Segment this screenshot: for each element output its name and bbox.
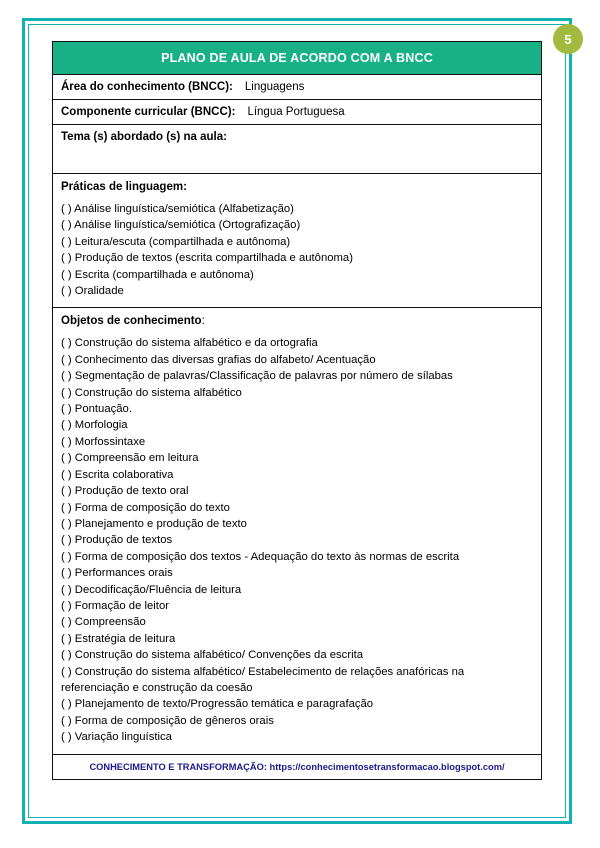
list-item[interactable]: ( ) Construção do sistema alfabético [61,386,242,399]
field-value: Língua Portuguesa [247,106,345,118]
field-label: Área do conhecimento (BNCC): [61,81,233,93]
list-item[interactable]: ( ) Pontuação. [61,403,132,416]
list-item[interactable]: ( ) Segmentação de palavras/Classificação de palavras por número de sílabas [61,370,453,383]
section-objetos-de-conhecimento [52,308,542,754]
field-label: Componente curricular (BNCC): [61,106,236,118]
field-row-area-conhecimento [52,75,542,100]
list-item[interactable]: ( ) Planejamento e produção de texto [61,517,247,530]
section-heading-text: Objetos de conhecimento [61,315,202,328]
list-item[interactable]: ( ) Produção de textos [61,534,173,547]
page-title: PLANO DE AULA DE ACORDO COM A BNCC [52,41,542,75]
list-item[interactable]: ( ) Variação linguística [61,731,172,744]
list-item[interactable]: ( ) Estratégia de leitura [61,632,176,645]
section-heading-suffix: : [201,315,205,328]
list-item[interactable]: ( ) Escrita colaborativa [61,468,174,481]
section-praticas-de-linguagem [52,174,542,308]
footer-credit[interactable]: CONHECIMENTO E TRANSFORMAÇÃO: https://conhecimentosetransformacao.blogspot.com/ [52,755,542,780]
list-item[interactable]: ( ) Produção de texto oral [61,485,189,498]
list-item[interactable]: ( ) Forma de composição de gêneros orais [61,714,274,727]
list-item[interactable]: ( ) Conhecimento das diversas grafias do alfabeto/ Acentuação [61,353,376,366]
list-item[interactable]: ( ) Morfossintaxe [61,435,146,448]
field-label: Tema (s) abordado (s) na aula: [61,131,227,143]
list-item[interactable]: ( ) Produção de textos (escrita compartilhada e autônoma) [61,252,353,265]
list-item[interactable]: ( ) Formação de leitor [61,599,169,612]
list-item[interactable]: ( ) Análise linguística/semiótica (Alfabetização) [61,203,294,215]
field-value: Linguagens [244,81,305,93]
list-item[interactable]: ( ) Construção do sistema alfabético/ Convenções da escrita [61,649,364,662]
list-item[interactable]: ( ) Construção do sistema alfabético e da ortografia [61,337,318,350]
list-item[interactable]: ( ) Leitura/escuta (compartilhada e autônoma) [61,235,291,248]
list-item[interactable]: ( ) Planejamento de texto/Progressão temática e paragrafação [61,698,374,711]
list-item[interactable]: ( ) Análise linguística/semiótica (Ortografização) [61,219,301,232]
list-item[interactable]: ( ) Escrita (compartilhada e autônoma) [61,268,254,281]
section-heading [61,181,533,193]
list-item[interactable]: ( ) Construção do sistema alfabético/ Estabelecimento de relações anafóricas na referenciação e construção da coesão [61,665,465,694]
list-item[interactable]: ( ) Compreensão em leitura [61,452,199,465]
page-number-badge: 5 [553,24,583,54]
list-item[interactable]: ( ) Decodificação/Fluência de leitura [61,583,242,596]
section-heading [61,315,533,327]
list-item[interactable]: ( ) Performances orais [61,567,173,580]
section-heading-text: Práticas de linguagem: [61,181,187,193]
list-item[interactable]: ( ) Forma de composição do texto [61,501,230,514]
lesson-plan-table [52,41,542,780]
checklist-objetos [61,335,533,745]
field-row-tema-abordado [52,125,542,174]
list-item[interactable]: ( ) Forma de composição dos textos - Adequação do texto às normas de escrita [61,550,460,563]
list-item[interactable]: ( ) Compreensão [61,616,146,629]
field-row-componente-curricular [52,100,542,125]
list-item[interactable]: ( ) Oralidade [61,285,124,298]
list-item[interactable]: ( ) Morfologia [61,419,128,432]
checklist-praticas [61,201,533,299]
